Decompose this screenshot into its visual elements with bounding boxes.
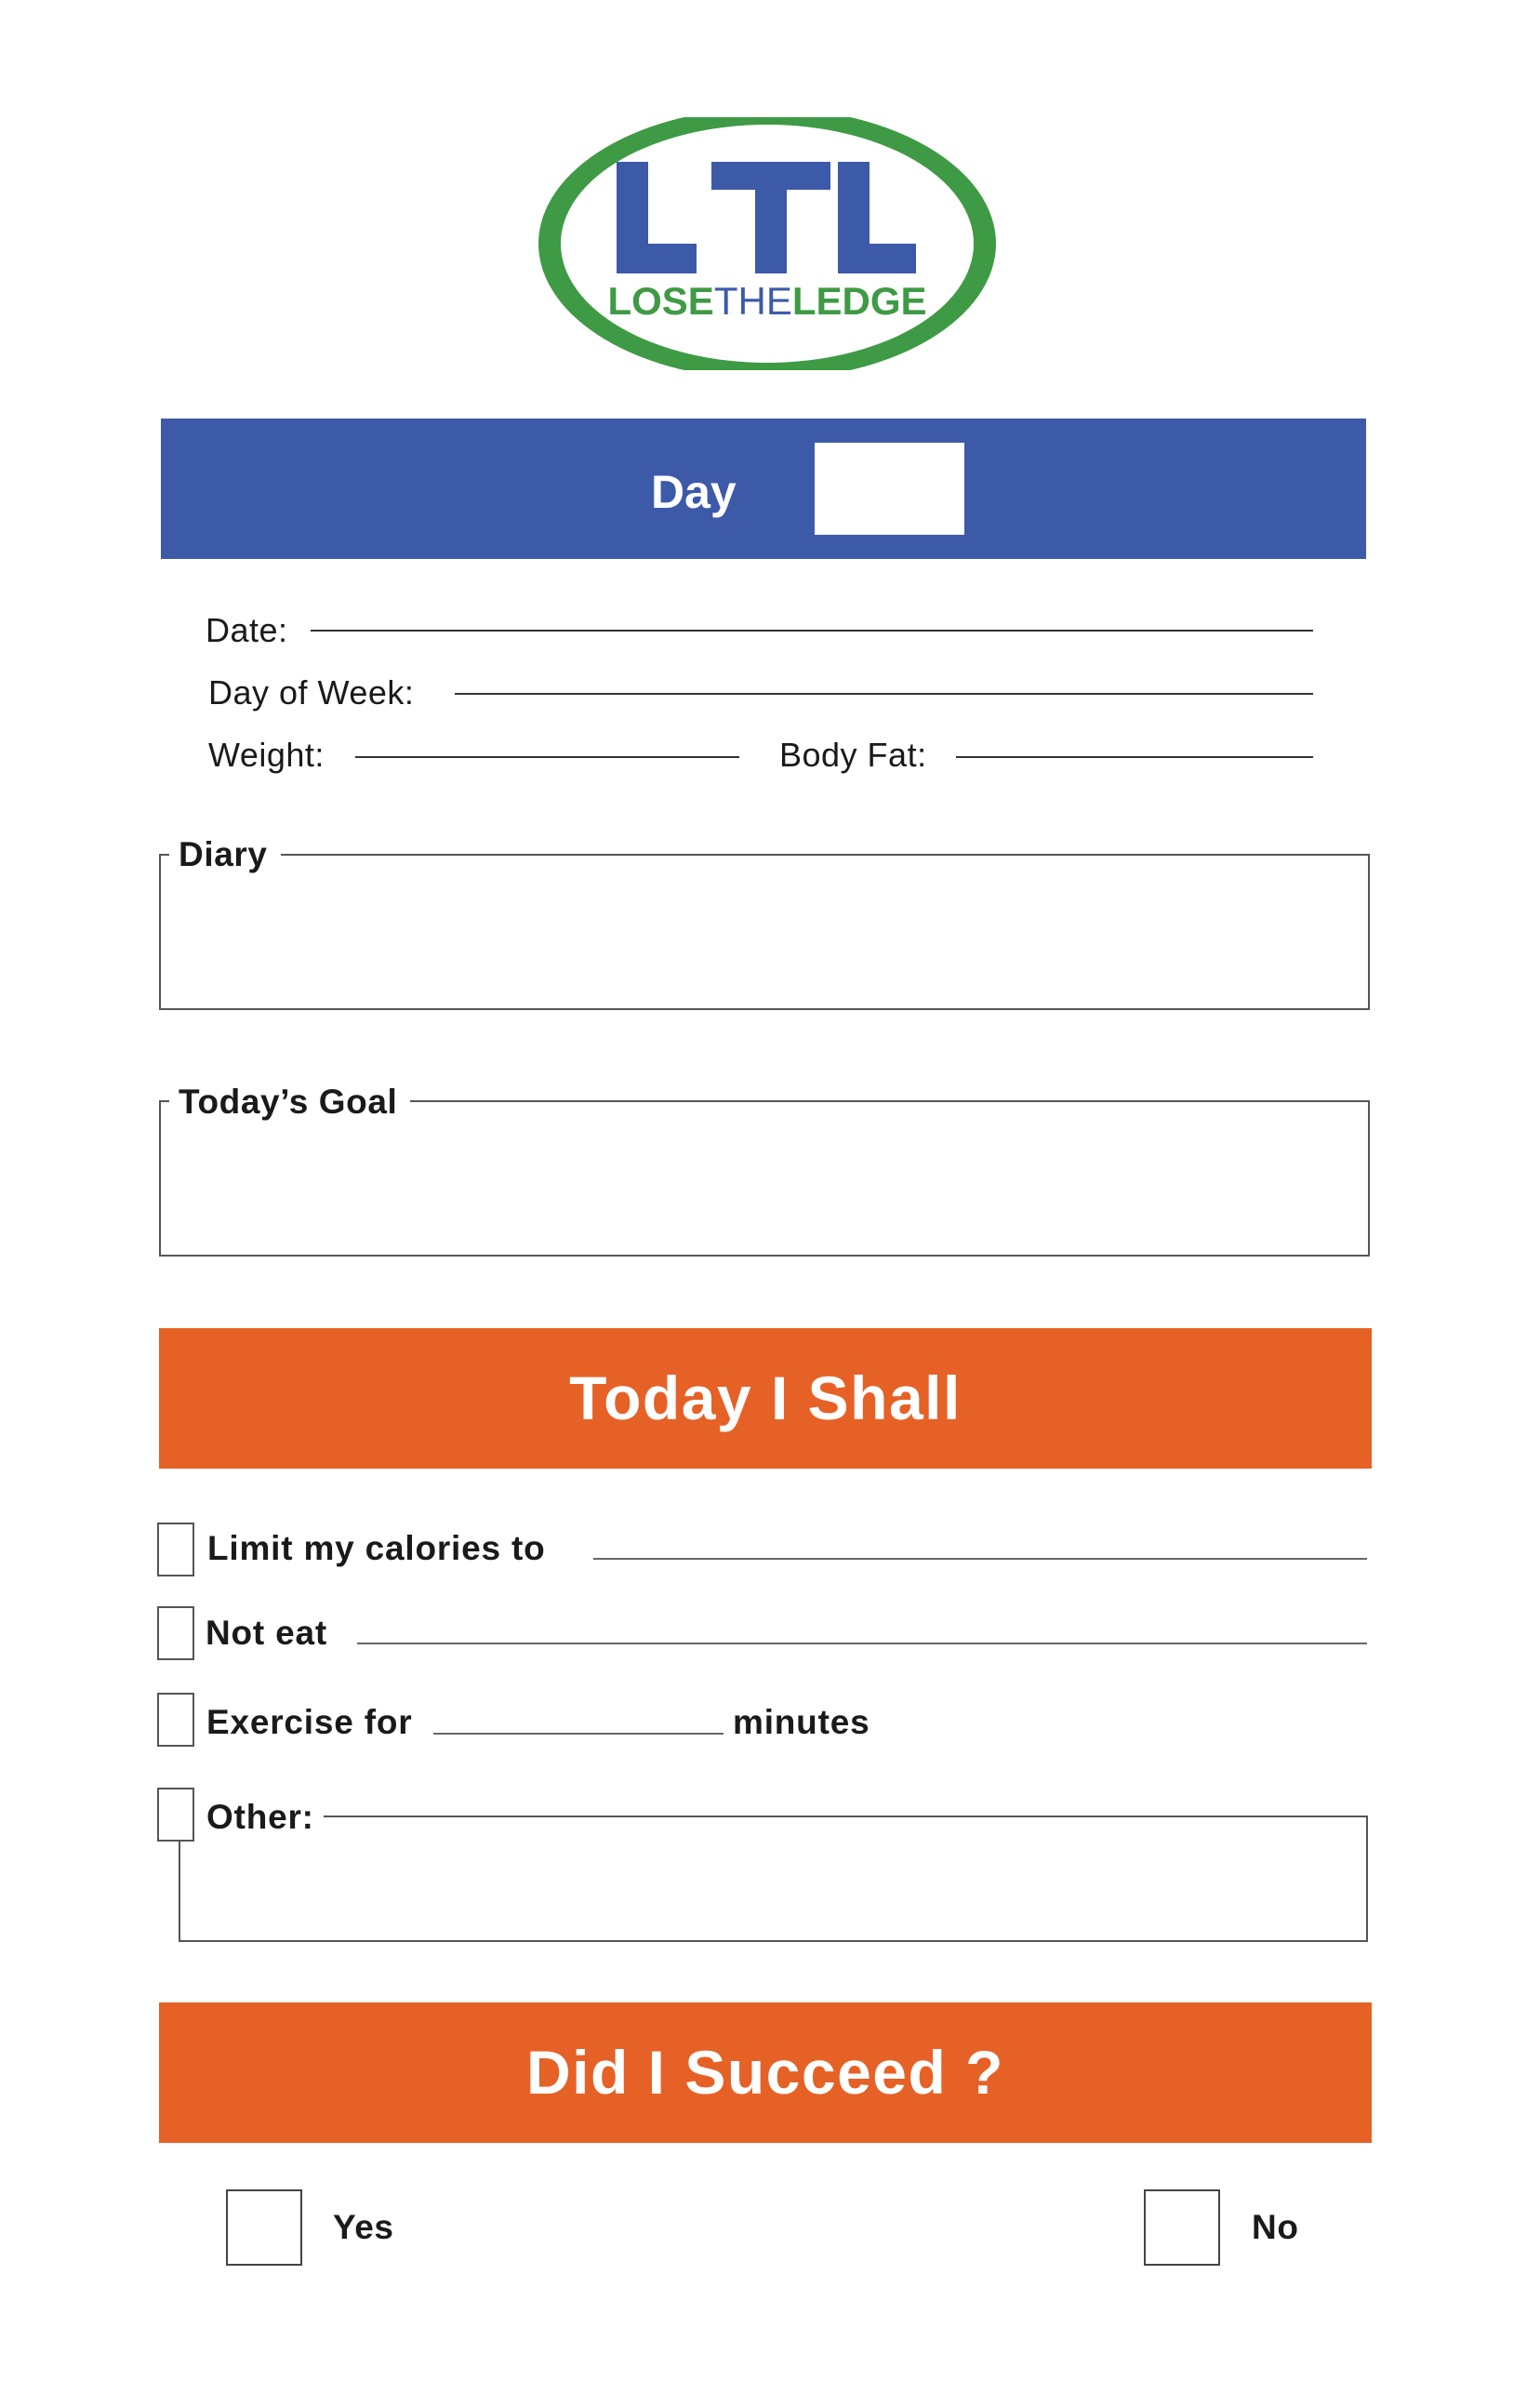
date-field[interactable] <box>311 630 1313 632</box>
logo-wordmark: LOSETHELEDGE <box>607 279 927 323</box>
not-eat-field[interactable] <box>357 1643 1367 1644</box>
not-eat-label: Not eat <box>206 1614 327 1652</box>
calories-label: Limit my calories to <box>207 1529 546 1567</box>
todays-goal-title: Today’s Goal <box>169 1082 410 1123</box>
yes-checkbox[interactable] <box>226 2189 302 2266</box>
calories-field[interactable] <box>593 1558 1367 1560</box>
weight-field[interactable] <box>355 756 739 758</box>
date-label: Date: <box>206 611 288 649</box>
not-eat-checkbox[interactable] <box>157 1606 194 1660</box>
no-label: No <box>1252 2208 1299 2246</box>
minutes-label: minutes <box>733 1703 870 1741</box>
day-of-week-field[interactable] <box>455 693 1313 695</box>
body-fat-field[interactable] <box>956 756 1313 758</box>
other-checkbox[interactable] <box>157 1788 194 1842</box>
day-of-week-label: Day of Week: <box>208 673 415 712</box>
diary-title: Diary <box>169 834 281 875</box>
other-label: Other: <box>206 1798 314 1836</box>
yes-label: Yes <box>333 2208 394 2246</box>
exercise-label: Exercise for <box>206 1703 413 1741</box>
exercise-checkbox[interactable] <box>157 1693 194 1747</box>
todays-goal-box[interactable] <box>159 1100 1370 1257</box>
other-box[interactable] <box>179 1816 1368 1942</box>
calories-checkbox[interactable] <box>157 1523 194 1576</box>
ltl-logo <box>535 104 1000 383</box>
today-i-shall-title: Today I Shall <box>569 1363 962 1432</box>
weight-label: Weight: <box>208 736 325 774</box>
diary-box[interactable] <box>159 854 1370 1010</box>
did-i-succeed-title: Did I Succeed ? <box>526 2038 1004 2107</box>
day-label: Day <box>651 466 737 518</box>
exercise-minutes-field[interactable] <box>433 1733 724 1735</box>
body-fat-label: Body Fat: <box>779 736 927 774</box>
no-checkbox[interactable] <box>1144 2189 1220 2266</box>
day-number-field[interactable] <box>815 443 964 535</box>
